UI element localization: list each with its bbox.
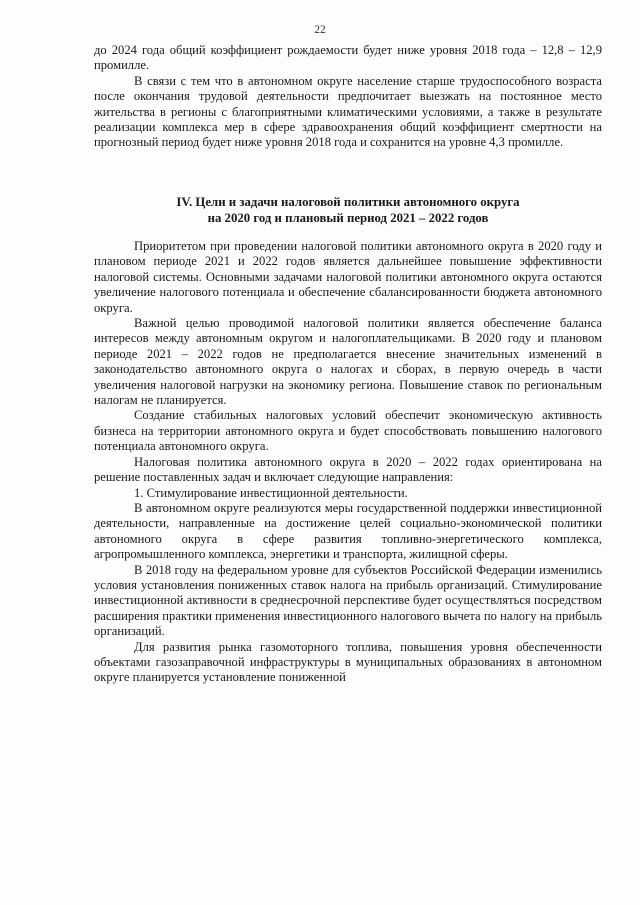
- paragraph-state-support: В автономном округе реализуются меры государственной поддержки инвестиционной деятельности, направленные на достижение целей социально-экономической политики автономного округа в сфере развития топливно-энергетического комплекса, агропромышленного комплекса, энергетики и транспорта, жилищной сферы.: [94, 500, 602, 562]
- paragraph-gas-fuel: Для развития рынка газомоторного топлива, повышения уровня обеспеченности объектами газозаправочной инфраструктуры в муниципальных образованиях в автономном округе планируется установление пониженной: [94, 639, 602, 685]
- section-heading-line-1: IV. Цели и задачи налоговой политики автономного округа: [176, 195, 520, 209]
- paragraph-stable-conditions: Создание стабильных налоговых условий обеспечит экономическую активность бизнеса на территории автономного округа и будет способствовать повышению налогового потенциала автономного округа.: [94, 408, 602, 454]
- list-item-investment: 1. Стимулирование инвестиционной деятельности.: [134, 485, 408, 500]
- top-text-block: [94, 43, 602, 151]
- paragraph-balance: Важной целью проводимой налоговой политики является обеспечение баланса интересов между автономным округом и налогоплательщиками. В 2020 году и плановом периоде 2021 – 2022 годов не предполагается внесение значительных изменений в законодательство автономного округа о налогах и сборах, в первую очередь в части увеличения налоговой нагрузки на экономику региона. Повышение ставок по региональным налогам не планируется.: [94, 316, 602, 408]
- paragraph-directions: Налоговая политика автономного округа в 2020 – 2022 годах ориентирована на решение поставленных задач и включает следующие направления:: [94, 454, 602, 485]
- paragraph-priority: Приоритетом при проведении налоговой политики автономного округа в 2020 году и плановом периоде 2021 и 2022 годов является дальнейшее повышение эффективности налоговой системы. Основными задачами налоговой политики автономного округа остаются увеличение налогового потенциала и обеспечение сбалансированности бюджета автономного округа.: [94, 239, 602, 315]
- paragraph-continuation: до 2024 года общий коэффициент рождаемости будет ниже уровня 2018 года – 12,8 – 12,9 промилле.: [94, 43, 602, 73]
- section-heading: [94, 195, 602, 226]
- page-number: 22: [314, 24, 326, 36]
- main-text-block: [94, 239, 602, 686]
- paragraph-federal-level: В 2018 году на федеральном уровне для субъектов Российской Федерации изменились условия установления пониженных ставок налога на прибыль организаций. Стимулирование инвестиционной активности в среднесрочной перспективе будет осуществляться посредством расширения практики применения инвестиционного налогового вычета по налогу на прибыль организаций.: [94, 562, 602, 639]
- paragraph-mortality: В связи с тем что в автономном округе население старше трудоспособного возраста после окончания трудовой деятельности предпочитает выезжать на постоянное место жительства в регионы с благоприятными климатическими условиями, а также в результате реализации комплекса мер в сфере здравоохранения общий коэффициент смертности на прогнозный период будет ниже уровня 2018 года и сохранится на уровне 4,3 промилле.: [94, 73, 602, 150]
- section-heading-line-2: на 2020 год и плановый период 2021 – 2022 годов: [207, 210, 489, 225]
